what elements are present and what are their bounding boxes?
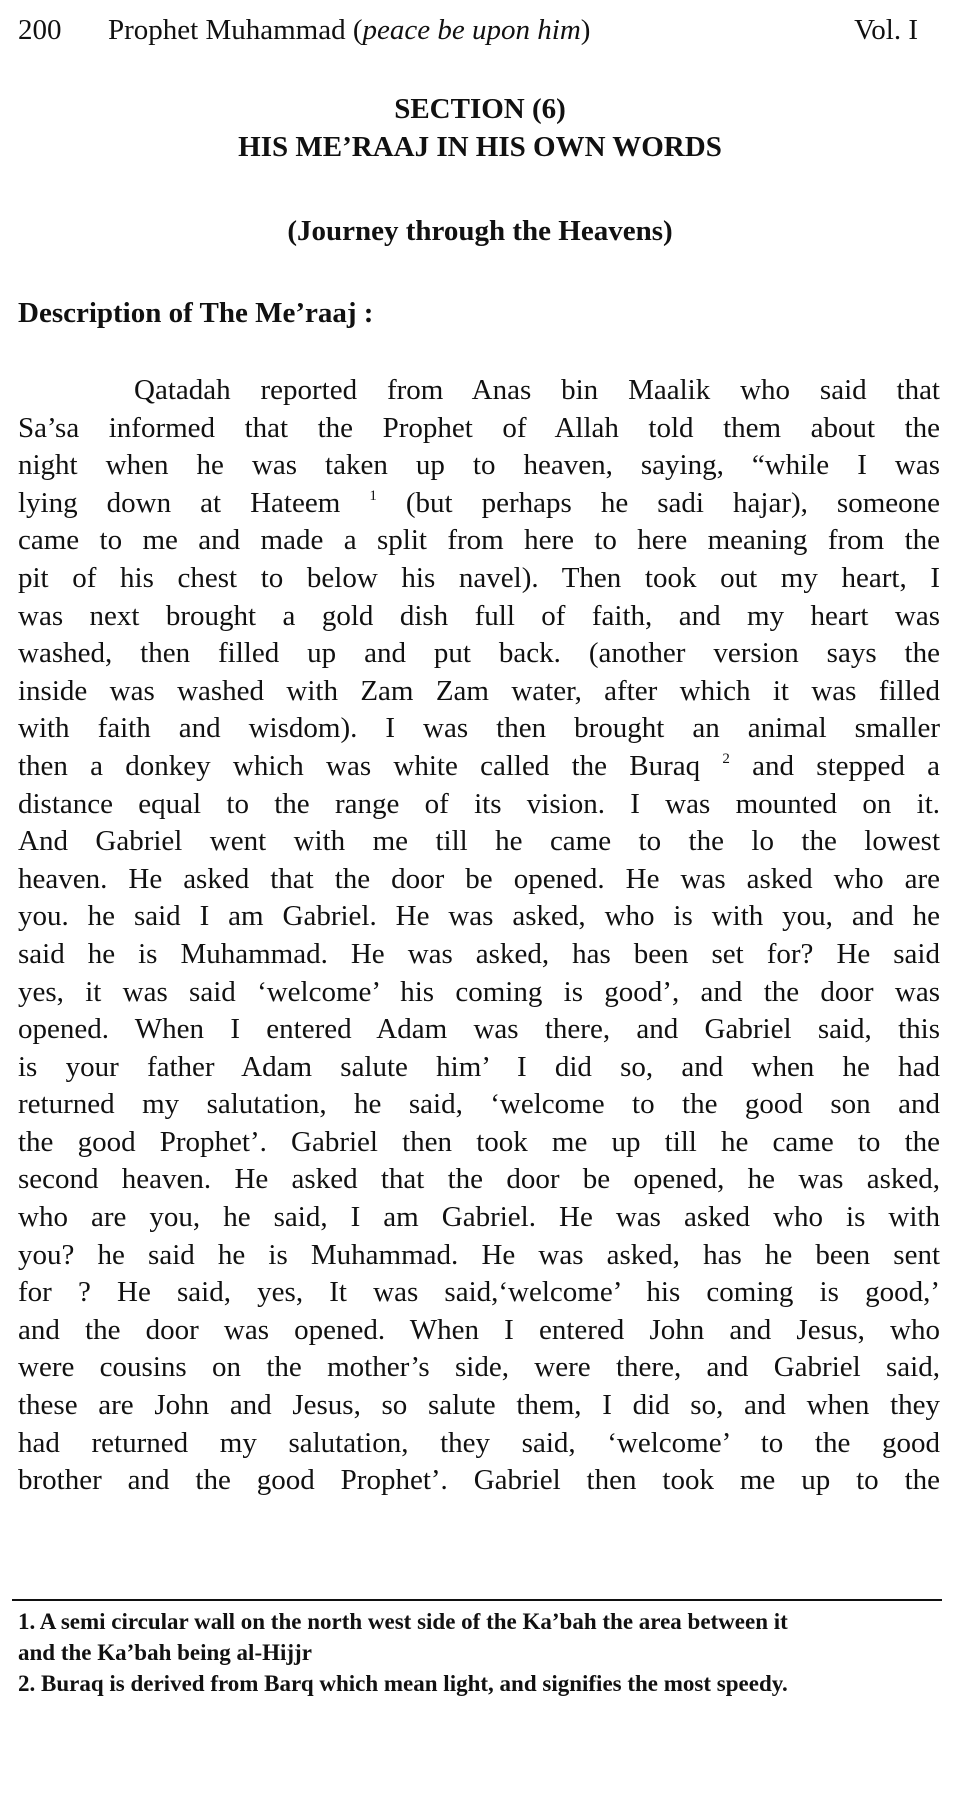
body-line: heaven. He asked that the door be opened. He was asked who are [18,862,940,895]
book-title-honorific: peace be upon him [362,14,581,46]
footnote-ref-1[interactable]: 1 [369,487,377,504]
body-line: for ? He said, yes, It was said,‘welcome’ his coming is good,’ [18,1276,940,1309]
body-line: you? he said he is Muhammad. He was asked, has he been sent [18,1238,940,1271]
section-number: SECTION (6) [394,93,566,125]
body-line: brother and the good Prophet’. Gabriel then took me up to the [18,1464,940,1497]
body-line: washed, then filled up and put back. (another version says the [18,637,940,670]
footnote-2: 2. Buraq is derived from Barq which mean light, and signifies the most speedy. [18,1671,788,1696]
footnote-1: 1. A semi circular wall on the north west side of the Ka’bah the area between it [18,1609,788,1634]
body-line: yes, it was said ‘welcome’ his coming is good’, and the door was [18,975,940,1008]
body-line: you. he said I am Gabriel. He was asked, who is with you, and he [18,900,940,933]
body-line: with faith and wisdom). I was then brought an animal smaller [18,712,940,745]
body-line-part: lying down at Hateem [18,486,341,519]
body-line: came to me and made a split from here to here meaning from the [18,524,940,557]
body-line [18,748,940,786]
body-line: said he is Muhammad. He was asked, has been set for? He said [18,937,940,970]
body-line: distance equal to the range of its vision. I was mounted on it. [18,787,940,820]
body-line: the good Prophet’. Gabriel then took me up till he came to the [18,1125,940,1158]
body-line: pit of his chest to below his navel). Then took out my heart, I [18,561,940,594]
subheading: Description of The Me’raaj : [18,297,374,329]
body-line: and the door was opened. When I entered John and Jesus, who [18,1313,940,1346]
book-title-main: Prophet Muhammad [108,14,346,46]
volume-label: Vol. I [854,14,918,46]
body-line: opened. When I entered Adam was there, and Gabriel said, this [18,1013,940,1046]
body-line: had returned my salutation, they said, ‘welcome’ to the good [18,1426,940,1459]
footnote-ref-2[interactable]: 2 [722,750,730,767]
body-line-part: then a donkey which was white called the Buraq [18,749,701,782]
section-title: HIS ME’RAAJ IN HIS OWN WORDS [238,131,722,163]
body-line: second heaven. He asked that the door be opened, he was asked, [18,1163,940,1196]
page-number: 200 [18,14,62,46]
body-line: these are John and Jesus, so salute them, I did so, and when they [18,1389,940,1422]
footnote-1-continued: and the Ka’bah being al-Hijjr [18,1640,312,1665]
body-line: inside was washed with Zam Zam water, after which it was filled [18,674,940,707]
body-line: night when he was taken up to heaven, saying, “while I was [18,449,940,482]
body-line: was next brought a gold dish full of faith, and my heart was [18,599,940,632]
body-line-part: (but perhaps he sadi hajar), someone [405,486,941,519]
body-text [18,372,940,1500]
body-line-part: and stepped a [752,749,941,782]
body-line: Qatadah reported from Anas bin Maalik who said that [134,374,940,406]
body-line: And Gabriel went with me till he came to the lo the lowest [18,825,940,858]
body-line: is your father Adam salute him’ I did so, and when he had [18,1050,940,1083]
body-line: who are you, he said, I am Gabriel. He was asked who is with [18,1201,940,1234]
book-title: Prophet Muhammad (peace be upon him) [108,14,591,46]
footnote-divider [12,1599,942,1601]
body-line: returned my salutation, he said, ‘welcome to the good son and [18,1088,940,1121]
body-line: Sa’sa informed that the Prophet of Allah told them about the [18,411,940,444]
running-head [18,10,918,50]
section-subtitle: (Journey through the Heavens) [287,215,673,247]
body-line [18,485,940,523]
body-line: were cousins on the mother’s side, were there, and Gabriel said, [18,1351,940,1384]
footnotes [18,1606,940,1699]
